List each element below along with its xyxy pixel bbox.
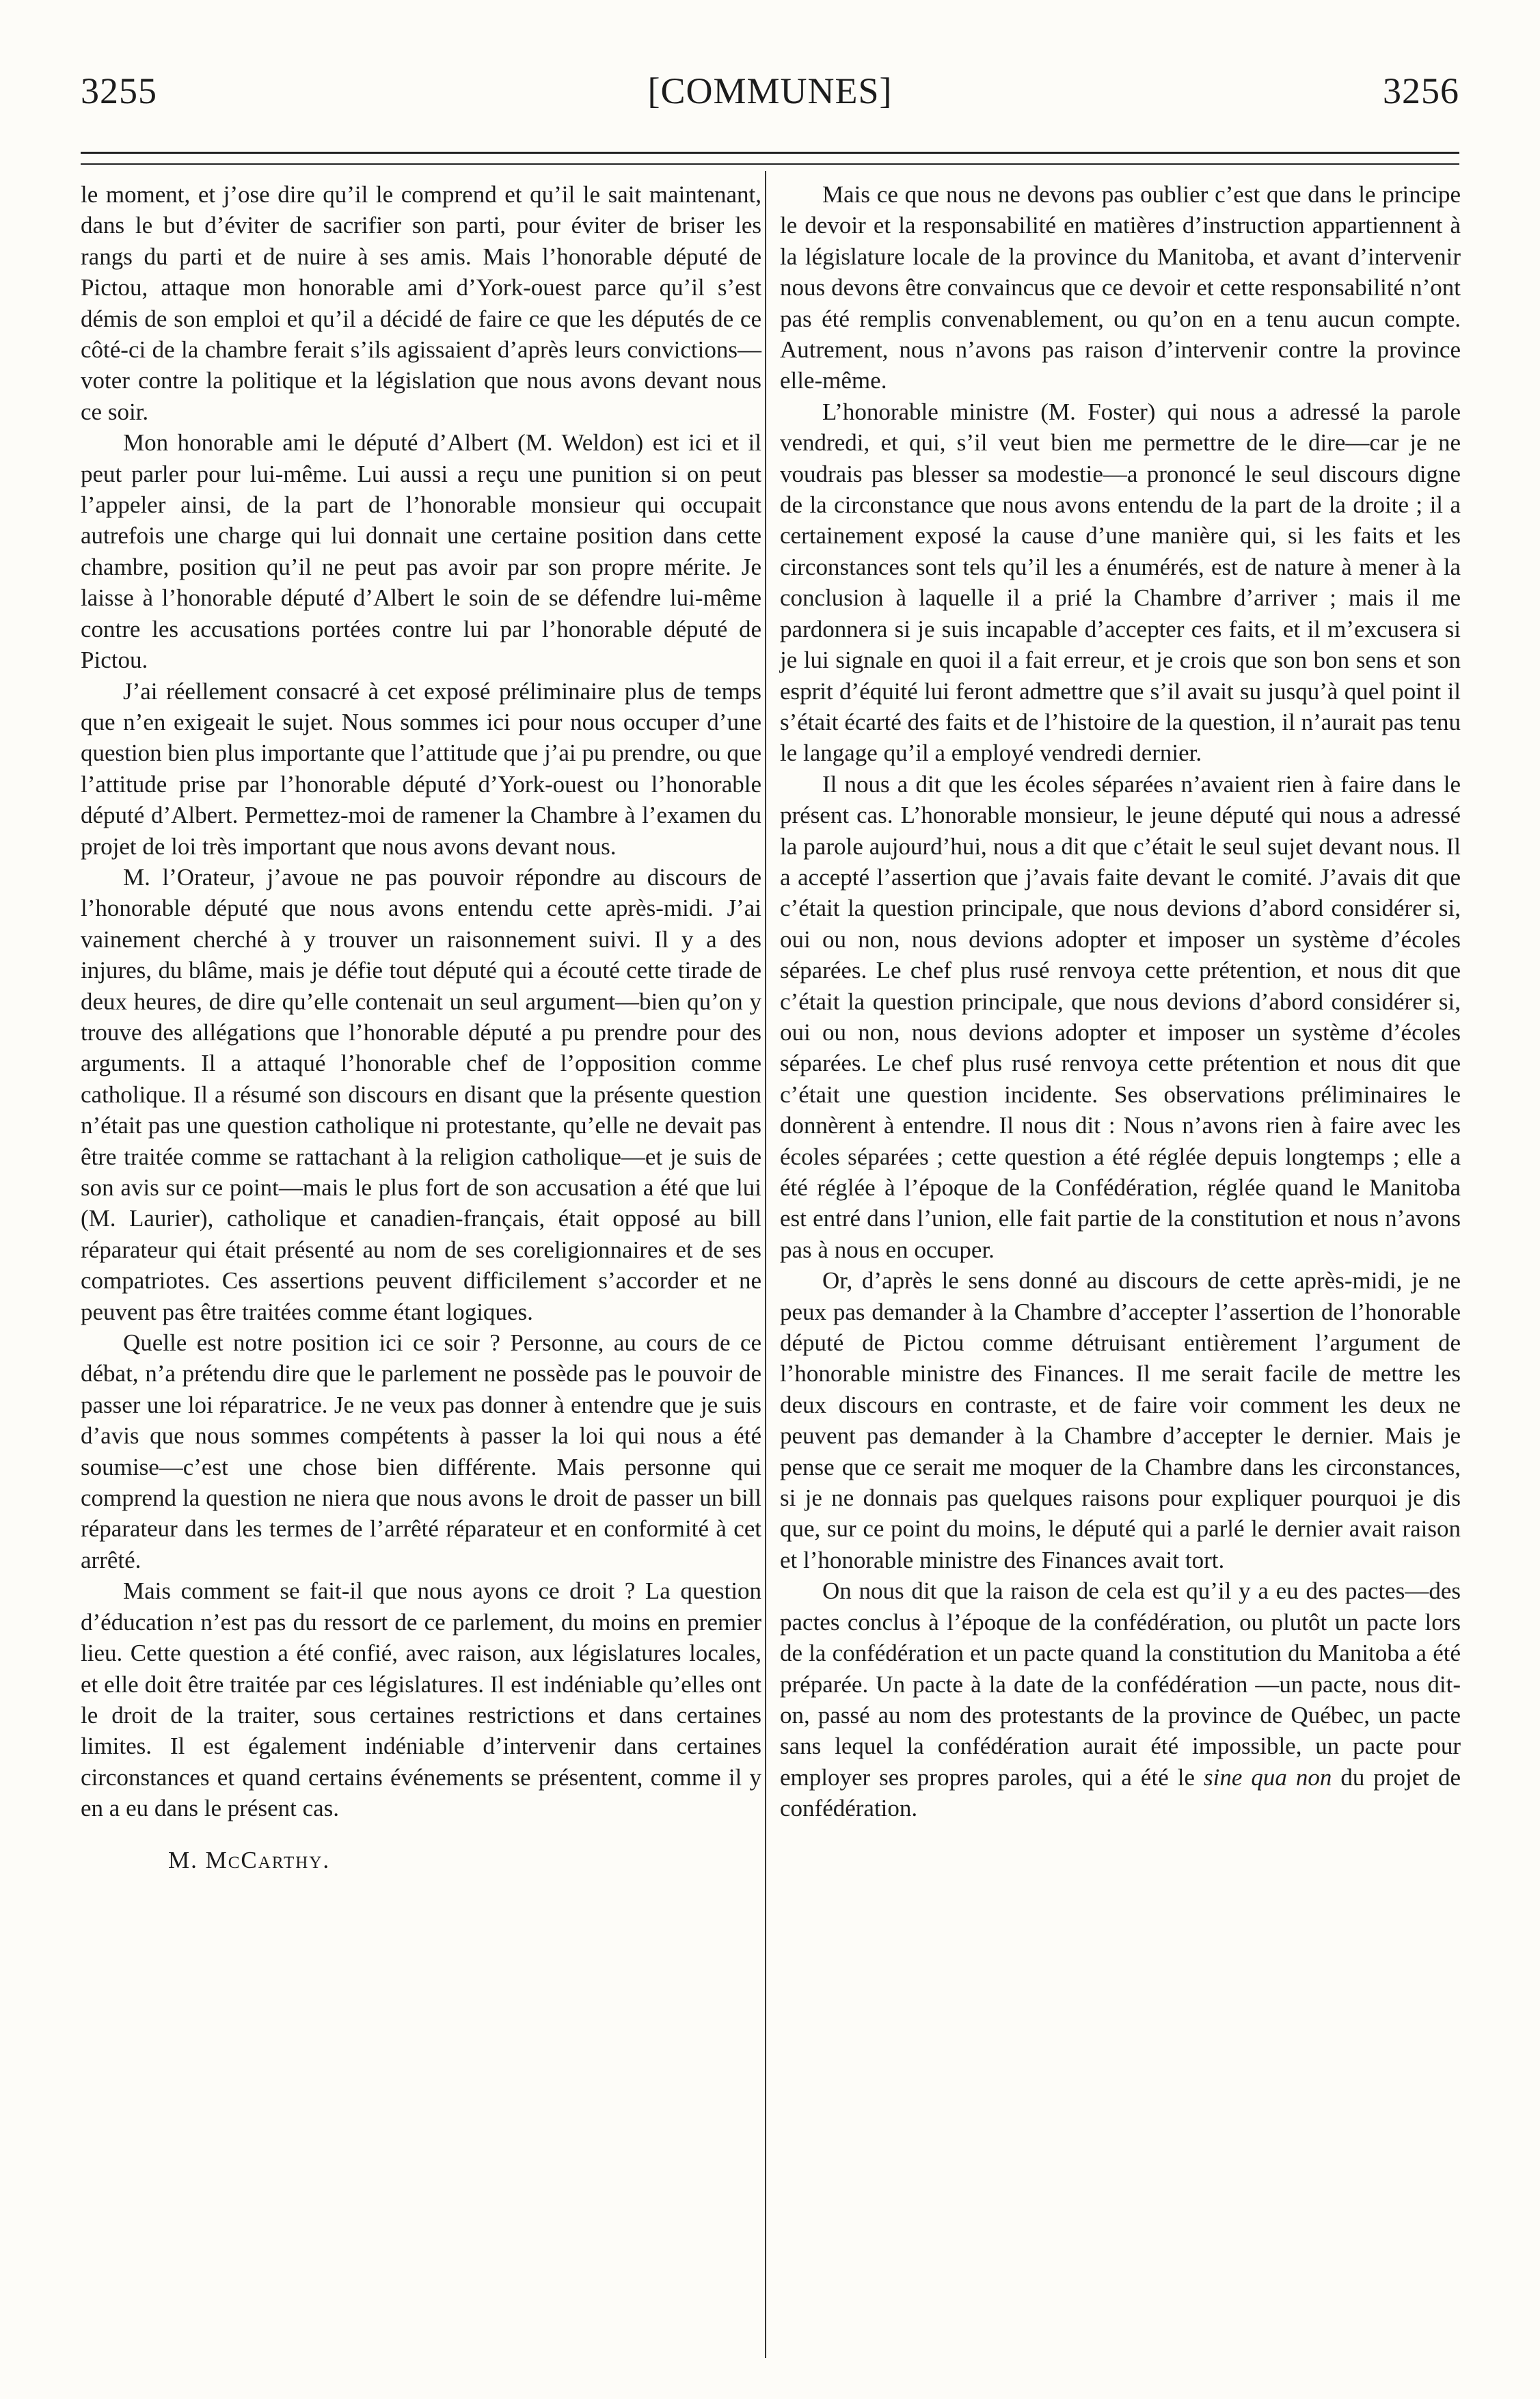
right-paragraph-2: L’honorable ministre (M. Foster) qui nous a adressé la parole vendredi, et qui, s’il veut bien me permettre de le dire—car je ne voudrais pas blesser sa modestie—a prononcé le seul discours digne de la circonstance que nous avons entendu de la part de la droite ; il a certainement exposé la cause d’une manière qui, si les faits et les circonstances sont tels qu’il les a énumérés, est de nature à mener à la conclusion à laquelle il a prié la Chambre d’arriver ; mais il me pardonnera si je suis incapable d’accepter ces faits, et il m’excusera si je lui signale en quoi il a fait erreur, et je crois que son bon sens et son esprit d’équité lui feront admettre que s’il avait su jusqu’à quel point il s’était écarté des faits et de l’histoire de la question, il n’aurait pas tenu le langage qu’il a employé vendredi dernier. [780,398,1461,767]
speaker-name: M. McCarthy. [168,1846,331,1873]
column-divider [765,171,766,2358]
right-column [780,179,1461,1824]
header-title: [COMMUNES] [647,70,893,111]
left-paragraph-5: Quelle est notre position ici ce soir ? Personne, au cours de ce débat, n’a prétendu dire que le parlement ne possède pas le pouvoir de passer une loi réparatrice. Je ne veux pas donner à entendre que je suis d’avis que nous sommes compétents à passer la loi qui nous a été soumise—c’est une chose bien différente. Mais personne qui comprend la question ne niera que nous avons le droit de passer un bill réparateur dans les termes de l’arrêté réparateur et en conformité à cet arrêté. [81,1329,761,1573]
right-paragraph-5-text-b: du projet de confédération. [780,1763,1461,1822]
left-column [81,179,761,1875]
left-paragraph-3: J’ai réellement consacré à cet exposé préliminaire plus de temps que n’en exigeait le sujet. Nous sommes ici pour nous occuper d’une question bien plus importante que l’attitude que j’ai pu prendre, ou que l’attitude prise par l’honorable député d’York-ouest ou l’honorable député d’Albert. Permettez-moi de ramener la Chambre à l’examen du projet de loi très important que nous avons devant nous. [81,677,761,860]
right-paragraph-4: Or, d’après le sens donné au discours de cette après-midi, je ne peux pas demander à la Chambre d’accepter l’assertion de l’honorable député de Pictou comme détruisant entièrement l’argument de l’honorable ministre des Finances. Il me serait facile de mettre les deux discours en contraste, et de faire voir comment les deux ne peuvent pas demander à la Chambre d’accepter le dernier. Mais je pense que ce serait me moquer de la Chambre dans les circonstances, si je ne donnais pas quelques raisons pour expliquer pourquoi je dis que, sur ce point du moins, le député qui a parlé le dernier avait raison et l’honorable ministre des Finances avait tort. [780,1267,1461,1573]
page-number-right: 3256 [1383,70,1459,111]
left-paragraph-4: M. l’Orateur, j’avoue ne pas pouvoir répondre au discours de l’honorable député que nous avons entendu cette après-midi. J’ai vainement cherché à y trouver un raisonnement suivi. Il y a des injures, du blâme, mais je défie tout député qui a écouté cette tirade de deux heures, de dire qu’elle contenait un seul argument—bien qu’on y trouve des allégations que l’honorable député a pu prendre pour des arguments. Il a attaqué l’honorable chef de l’opposition comme catholique. Il a résumé son discours en disant que la présente question n’était pas une question catholique ni protestante, qu’elle ne devait pas être traitée comme se rattachant à la religion catholique—et je suis de son avis sur ce point—mais le plus fort de son accusation a été que lui (M. Laurier), catholique et canadien-français, était opposé au bill réparateur qui était présenté au nom de ses coreligionnaires et de ses compatriotes. Ces assertions peuvent difficilement s’accorder et ne peuvent pas être traitées comme étant logiques. [81,863,761,1325]
right-paragraph-5 [780,1575,1461,1824]
left-paragraph-6: Mais comment se fait-il que nous ayons ce droit ? La question d’éducation n’est pas du ressort de ce parlement, du moins en premier lieu. Cette question a été confié, avec raison, aux législatures locales, et elle doit être traitée par ces législatures. Il est indéniable qu’elles ont le droit de la traiter, sous certaines restrictions et dans certaines limites. Il est également indéniable d’intervenir dans certaines circonstances et quand certains événements se présentent, comme il y en a eu dans le présent cas. [81,1577,761,1822]
running-header [81,63,1459,124]
left-paragraph-1: le moment, et j’ose dire qu’il le comprend et qu’il le sait maintenant, dans le but d’éviter de sacrifier son parti, pour éviter de briser les rangs du parti et de nuire à ses amis. Mais l’honorable député de Pictou, attaque mon honorable ami d’York-ouest parce qu’il s’est démis de son emploi et qu’il a décidé de faire ce que les députés de ce côté-ci de la chambre ferait s’ils agissaient d’après leurs convictions—voter contre la politique et la législation que nous avons devant nous ce soir. [81,181,761,425]
right-paragraph-5-text-a: On nous dit que la raison de cela est qu’il y a eu des pactes—des pactes conclus à l’époque de la confédération, ou plutôt un pacte lors de la confédération et un pacte quand la constitution du Manitoba a été préparée. Un pacte à la date de la confédération —un pacte, nous dit-on, passé au nom des protestants de la province de Québec, un pacte sans lequel la confédération aurait été impossible, un pacte pour employer ses propres paroles, qui a été le [780,1577,1461,1791]
page-number-left: 3255 [81,70,157,111]
right-paragraph-3: Il nous a dit que les écoles séparées n’avaient rien à faire dans le présent cas. L’honorable monsieur, le jeune député qui nous a adressé la parole aujourd’hui, nous a dit que c’était le seul sujet devant nous. Il a accepté l’assertion que j’avais faite devant le comité. J’avais dit que c’était la question principale, que nous devions d’abord considérer si, oui ou non, nous devions adopter et imposer un système d’écoles séparées. Le chef plus rusé renvoya cette prétention, et nous dit que c’était la question principale, que nous devions d’abord considérer si, oui ou non, nous devions adopter et imposer un système d’écoles séparées. Le chef plus rusé renvoya cette prétention et nous dit que c’était une question incidente. Ses observations préliminaires le donnèrent à entendre. Il nous dit : Nous n’avons rien à faire avec les écoles séparées ; cette question a été réglée depuis longtemps ; elle a été réglée à l’époque de la Confédération, réglée quand le Manitoba est entré dans l’union, elle fait partie de la constitution et nous n’avons pas à nous en occuper. [780,770,1461,1263]
left-paragraph-2: Mon honorable ami le député d’Albert (M. Weldon) est ici et il peut parler pour lui-même. Lui aussi a reçu une punition si on peut l’appeler ainsi, de la part de l’honorable monsieur qui occupait autrefois une charge qui lui donnait une certaine position dans cette chambre, position qu’il ne peut pas avoir par son propre mérite. Je laisse à l’honorable député d’Albert le soin de se défendre lui-même contre les accusations portées contre lui par l’honorable député de Pictou. [81,429,761,674]
header-double-rule [81,152,1459,165]
right-paragraph-1: Mais ce que nous ne devons pas oublier c’est que dans le principe le devoir et la responsabilité en matières d’instruction appartiennent à la législature locale de la province du Manitoba, et avant d’intervenir nous devons être convaincus que ce devoir et cette responsabilité n’ont pas été remplis convenablement, ou qu’on en a tenu aucun compte. Autrement, nous n’avons pas raison d’intervenir contre la province elle-même. [780,181,1461,394]
latin-phrase: sine qua non [1203,1763,1332,1791]
